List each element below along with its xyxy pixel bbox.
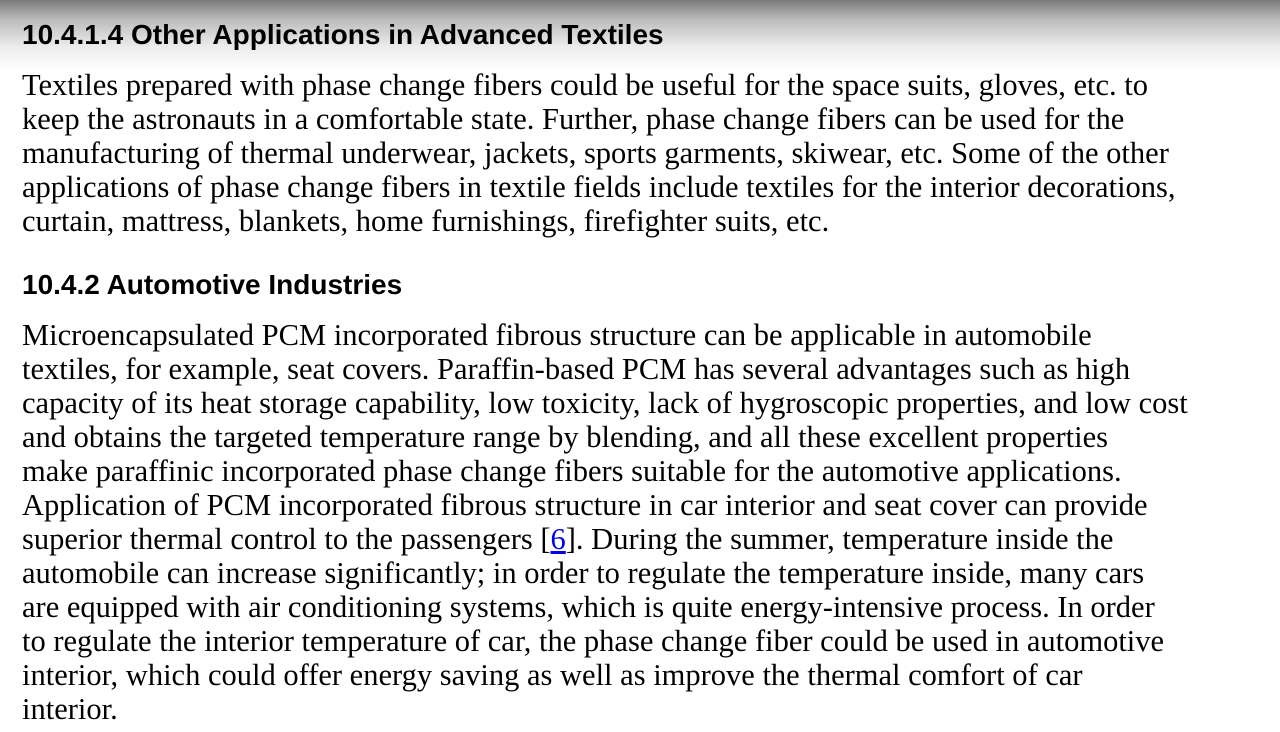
paragraph-line: and obtains the targeted temperature range by blending, and all these excellent properties	[22, 420, 1109, 454]
paragraph-line: interior, which could offer energy saving as well as improve the thermal comfort of car	[22, 658, 1083, 692]
paragraph-line: to regulate the interior temperature of car, the phase change fiber could be used in automotive	[22, 624, 1165, 658]
paragraph-line: automobile can increase significantly; in order to regulate the temperature inside, many cars	[22, 556, 1145, 590]
paragraph-line: interior.	[22, 692, 118, 726]
section-heading-other-applications: 10.4.1.4 Other Applications in Advanced Textiles	[22, 19, 664, 50]
text-after-reference: ]. During the summer, temperature inside the	[565, 522, 1114, 556]
paragraph-line: Application of PCM incorporated fibrous structure in car interior and seat cover can provide	[22, 488, 1148, 522]
paragraph-line: manufacturing of thermal underwear, jackets, sports garments, skiwear, etc. Some of the other	[22, 136, 1169, 170]
paragraph-other-applications	[22, 68, 1280, 238]
paragraph-line: curtain, mattress, blankets, home furnishings, firefighter suits, etc.	[22, 204, 830, 238]
paragraph-line: capacity of its heat storage capability, low toxicity, lack of hygroscopic properties, and low cost	[22, 386, 1188, 420]
paragraph-line: Microencapsulated PCM incorporated fibrous structure can be applicable in automobile	[22, 318, 1092, 352]
section-heading-automotive: 10.4.2 Automotive Industries	[22, 269, 403, 300]
paragraph-line: textiles, for example, seat covers. Paraffin-based PCM has several advantages such as high	[22, 352, 1131, 386]
paragraph-line: keep the astronauts in a comfortable state. Further, phase change fibers can be used for the	[22, 102, 1125, 136]
paragraph-automotive	[22, 318, 1280, 726]
paragraph-line: make paraffinic incorporated phase change fibers suitable for the automotive applications.	[22, 454, 1122, 488]
text-before-reference: superior thermal control to the passengers [	[22, 522, 551, 556]
reference-link-6[interactable]: 6	[550, 522, 566, 556]
paragraph-line-with-reference	[22, 522, 1280, 556]
paragraph-line: Textiles prepared with phase change fibers could be useful for the space suits, gloves, etc. to	[22, 68, 1148, 102]
paragraph-line: are equipped with air conditioning systems, which is quite energy-intensive process. In order	[22, 590, 1155, 624]
article-content	[22, 0, 1280, 726]
paragraph-line: applications of phase change fibers in textile fields include textiles for the interior decorations,	[22, 170, 1176, 204]
